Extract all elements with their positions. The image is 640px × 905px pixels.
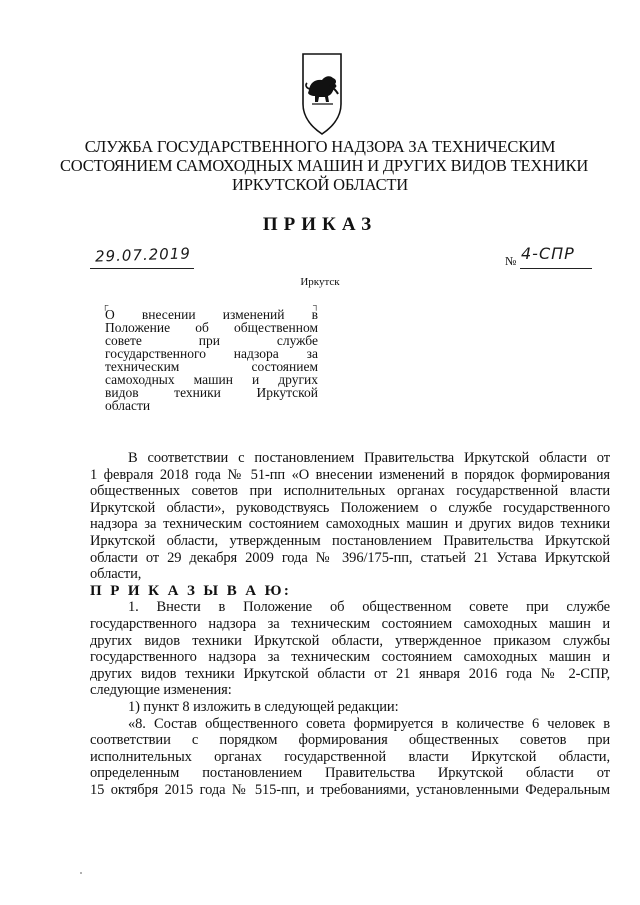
subject-line: государственного надзора за <box>105 346 318 361</box>
subitem-line: 1) пункт 8 изложить в следующей редакции: <box>128 698 399 715</box>
coat-of-arms-icon <box>300 52 344 136</box>
item1-line: 1. Внести в Положение об общественном совете при службе <box>128 599 610 616</box>
agency-line: ИРКУТСКОЙ ОБЛАСТИ <box>232 175 408 194</box>
preamble-line: 1 февраля 2018 года № 51-пп «О внесении изменений в порядок формирования <box>90 466 610 483</box>
preamble-line: надзора за техническим состоянием самоходных машин и других видов техники <box>90 516 610 533</box>
document-body <box>90 450 610 798</box>
quote-line: «8. Состав общественного совета формируется в количестве 6 человек в <box>128 715 610 732</box>
preamble-line: области, <box>90 566 142 583</box>
document-type-title: ПРИКАЗ <box>262 214 378 235</box>
number-label: № <box>505 254 517 268</box>
agency-line: СЛУЖБА ГОСУДАРСТВЕННОГО НАДЗОРА ЗА ТЕХНИЧЕСКИМ <box>84 137 556 156</box>
quote-line: исполнительных органах государственной власти Иркутской области, <box>90 748 610 765</box>
subject-line: О внесении изменений в <box>105 307 318 322</box>
subject-line: самоходных машин и других <box>105 372 318 387</box>
quote-line: определенным постановлением Правительства Иркутской области от <box>90 765 610 782</box>
agency-name <box>60 137 589 194</box>
quote-line: соответствии с порядком формирования общественных советов при <box>90 732 610 749</box>
preamble-line: области от 29 декабря 2009 года № 396/175-пп, статьей 21 Устава Иркутской <box>90 549 610 566</box>
order-word: П Р И К А З Ы В А Ю: <box>90 582 292 599</box>
item1-line: государственного надзора за техническим состоянием самоходных машин и <box>90 615 610 632</box>
subject-line: области <box>105 398 151 413</box>
subject-line: Положение об общественном <box>105 320 318 335</box>
subject-line: техническим состоянием <box>105 359 318 374</box>
item1-line: государственного надзора за техническим состоянием самоходных машин и <box>90 649 610 666</box>
preamble-line: В соответствии с постановлением Правительства Иркутской области от <box>128 450 610 466</box>
scan-speck <box>80 872 82 874</box>
item1-line: следующие изменения: <box>90 682 232 699</box>
subject-line: видов техники Иркутской <box>105 385 318 400</box>
item1-line: других видов техники Иркутской области, утвержденное приказом службы <box>90 632 610 649</box>
corner-bracket-left: ┌ <box>102 300 109 310</box>
preamble-line: Иркутской области, утвержденным постановлением Правительства Иркутской <box>90 532 610 549</box>
handwritten-date: 29.07.2019 <box>94 244 192 266</box>
preamble-line: общественных советов при исполнительных органах государственной власти <box>90 483 610 500</box>
handwritten-number: 4-СПР <box>521 244 575 263</box>
preamble-line: Иркутской области», руководствуясь Положением о службе государственного <box>90 499 610 516</box>
city-name: Иркутск <box>300 276 340 288</box>
subject-line: совете при службе <box>105 333 318 348</box>
subject-block <box>105 308 318 412</box>
quote-line: 15 октября 2015 года № 515-пп, и требованиями, установленными Федеральным <box>90 781 610 798</box>
item1-line: других видов техники Иркутской области от 21 января 2016 года № 2-СПР, <box>90 665 610 682</box>
agency-line: СОСТОЯНИЕМ САМОХОДНЫХ МАШИН И ДРУГИХ ВИДОВ ТЕХНИКИ <box>60 156 589 175</box>
corner-bracket-right: ┐ <box>313 300 320 310</box>
